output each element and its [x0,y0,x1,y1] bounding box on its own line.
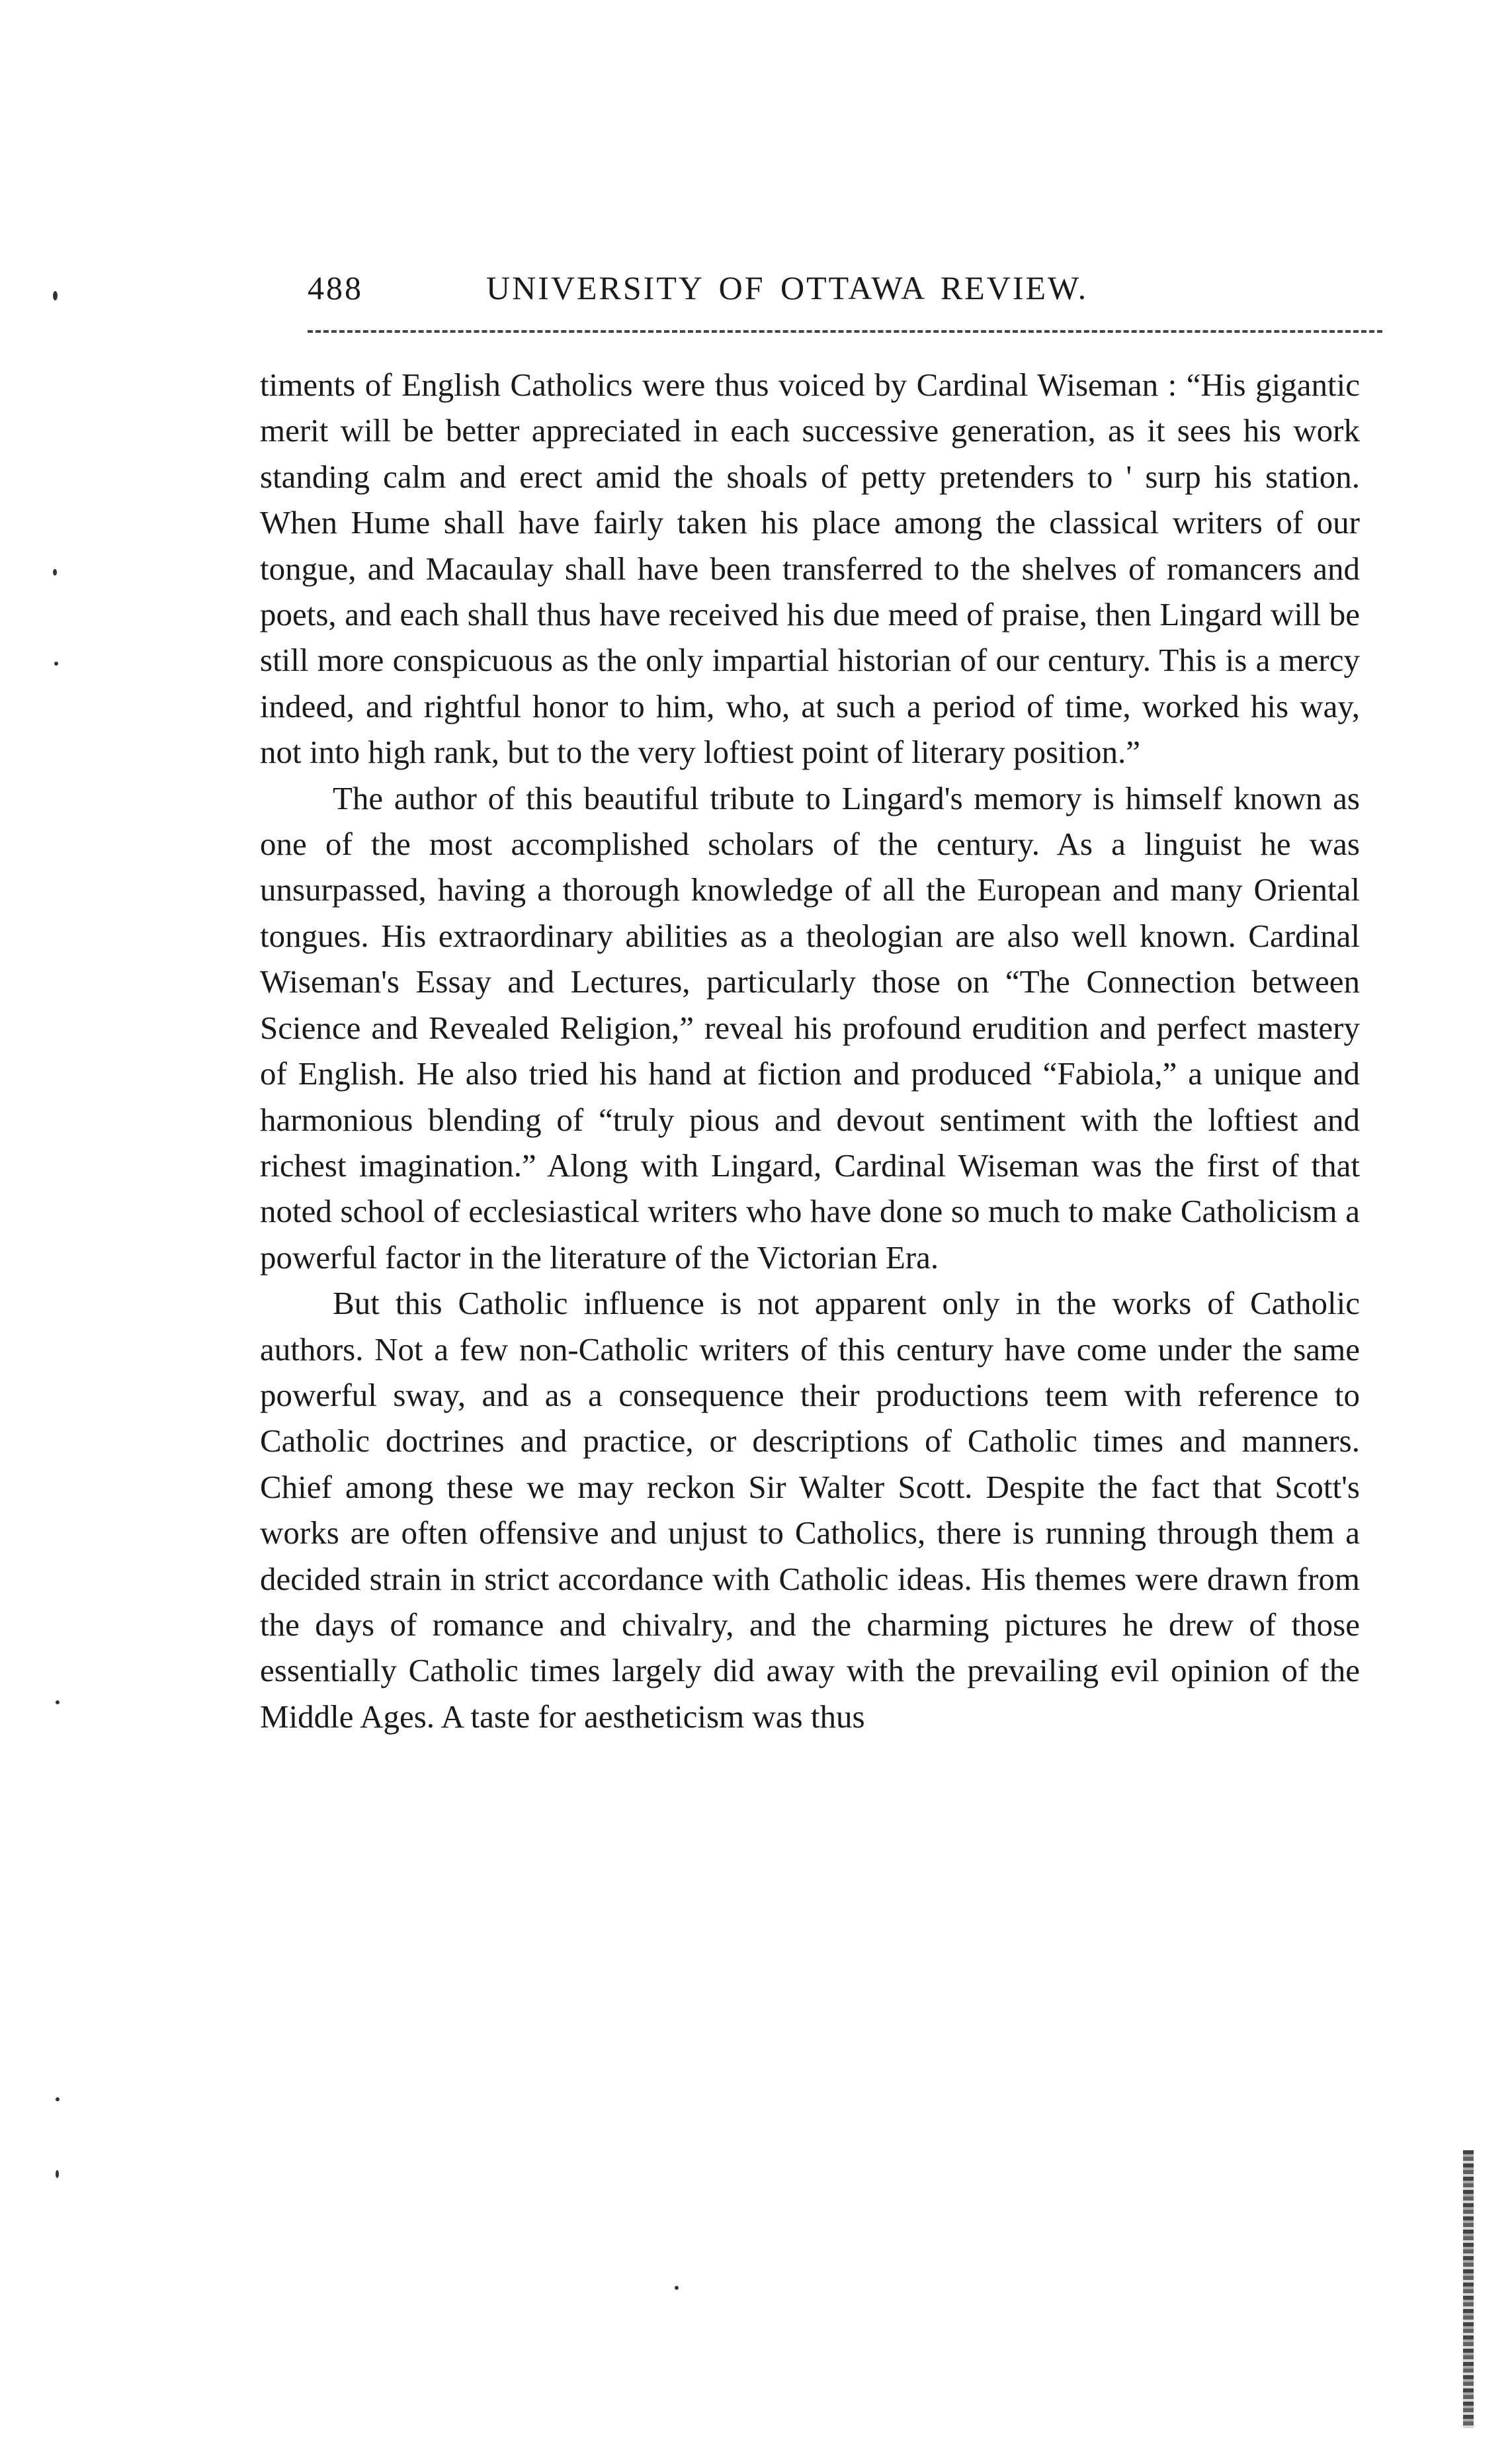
article-body [260,362,1360,1739]
scan-speck [56,1700,60,1704]
scan-speck [53,569,57,576]
header-rule [308,330,1382,333]
running-head [308,265,1382,311]
paragraph-wiseman-scholar: The author of this beautiful tribute to Lingard's memory is himself known as one of the most accomplished scholars of the century. As a linguist he was unsurpassed, having a thorough knowledge of all the European and many Oriental tongues. His extraordinary abilities as a theologian are also well known. Cardinal Wiseman's Essay and Lectures, particularly those on “The Connection between Science and Revealed Religion,” reveal his profound erudition and perfect mastery of English. He also tried his hand at fiction and produced “Fabiola,” a unique and harmonious blending of “truly pious and devout sentiment with the loftiest and richest imagination.” Along with Lingard, Cardinal Wiseman was the first of that noted school of ecclesiastical writers who have done so much to make Catholicism a powerful factor in the literature of the Victorian Era. [260,779,1360,1276]
scan-speck [54,662,58,666]
page-number: 488 [308,269,363,306]
paragraph-catholic-influence: But this Catholic influence is not apparent only in the works of Catholic authors. Not a few non-Catholic writers of this century have come under the same powerful sway, and as a consequence their productions teem with reference to Catholic doctrines and practice, or descriptions of Catholic times and manners. Chief among these we may reckon Sir Walter Scott. Despite the fact that Scott's works are often offensive and unjust to Catholics, there is running through them a decided strain in strict accordance with Catholic ideas. His themes were drawn from the days of romance and chivalry, and the charming pictures he drew of those essentially Catholic times largely did away with the prevailing evil opinion of the Middle Ages. A taste for aestheticism was thus [260,1285,1360,1735]
scan-speck [675,2286,679,2290]
scan-speck [56,2097,60,2101]
scan-speck [56,2170,59,2178]
journal-title: UNIVERSITY OF OTTAWA REVIEW. [486,269,1089,306]
binding-edge [1463,2150,1474,2428]
paragraph-wiseman-quote: timents of English Catholics were thus voiced by Cardinal Wiseman : “His gigantic merit will be better appreciated in each successive generation, as it sees his work standing calm and erect amid the shoals of petty pretenders to ' surp his station. When Hume shall have fairly taken his place among the classical writers of our tongue, and Macaulay shall have been transferred to the shelves of romancers and poets, and each shall thus have received his due meed of praise, then Lingard will be still more conspicuous as the only impartial historian of our century. This is a mercy indeed, and rightful honor to him, who, at such a period of time, worked his way, not into high rank, but to the very loftiest point of literary position.” [260,367,1360,771]
scan-speck [53,291,58,300]
